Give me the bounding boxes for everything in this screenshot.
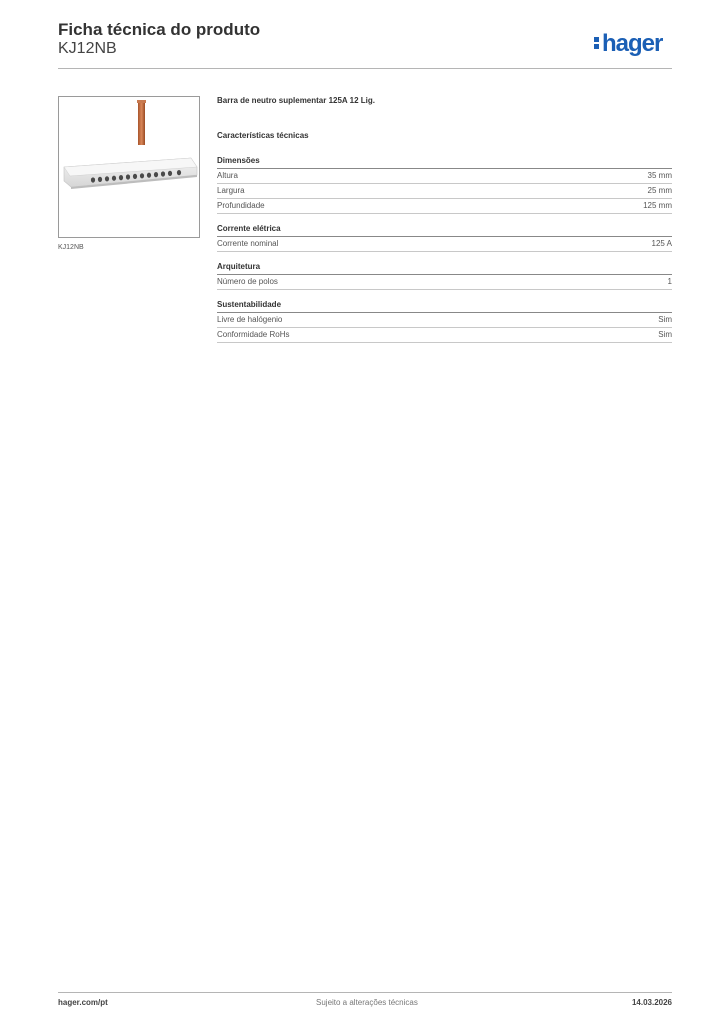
spec-group-electric-current: [217, 224, 672, 252]
product-code: KJ12NB: [58, 40, 117, 57]
spec-content: [217, 96, 672, 353]
group-title: Arquitetura: [217, 262, 672, 275]
spec-value: Sim: [658, 315, 672, 324]
header-divider: [58, 68, 672, 69]
neutral-busbar-illustration: [59, 97, 200, 238]
spec-label: Corrente nominal: [217, 239, 279, 248]
spec-row: [217, 199, 672, 214]
spec-row: [217, 328, 672, 343]
spec-group-sustainability: [217, 300, 672, 343]
group-title: Sustentabilidade: [217, 300, 672, 313]
footer-website: hager.com/pt: [58, 998, 108, 1007]
spec-value: 125 mm: [643, 201, 672, 210]
image-caption: KJ12NB: [58, 244, 84, 251]
spec-row: [217, 275, 672, 290]
spec-label: Livre de halógenio: [217, 315, 283, 324]
logo-dots-icon: [594, 35, 599, 51]
spec-value: 25 mm: [647, 186, 672, 195]
spec-row: [217, 313, 672, 328]
spec-label: Profundidade: [217, 201, 265, 210]
footer-date: 14.03.2026: [631, 998, 672, 1007]
spec-label: Número de polos: [217, 277, 278, 286]
page-title: Ficha técnica do produto: [58, 20, 261, 39]
section-title: Características técnicas: [217, 131, 309, 140]
spec-value: Sim: [658, 330, 672, 339]
group-title: Dimensões: [217, 156, 672, 169]
spec-row: [217, 184, 672, 199]
spec-group-architecture: [217, 262, 672, 290]
spec-group-dimensions: [217, 156, 672, 214]
product-image: [58, 96, 200, 238]
spec-label: Largura: [217, 186, 245, 195]
group-title: Corrente elétrica: [217, 224, 672, 237]
footer-disclaimer: Sujeito a alterações técnicas: [316, 998, 418, 1007]
spec-value: 35 mm: [647, 171, 672, 180]
spec-label: Conformidade RoHs: [217, 330, 290, 339]
spec-row: [217, 169, 672, 184]
spec-row: [217, 237, 672, 252]
footer-divider: [58, 992, 672, 993]
logo-text: hager: [602, 30, 663, 57]
spec-label: Altura: [217, 171, 238, 180]
product-description: Barra de neutro suplementar 125A 12 Lig.: [217, 96, 375, 105]
spec-value: 125 A: [651, 239, 672, 248]
hager-logo: [594, 30, 662, 58]
spec-value: 1: [667, 277, 672, 286]
